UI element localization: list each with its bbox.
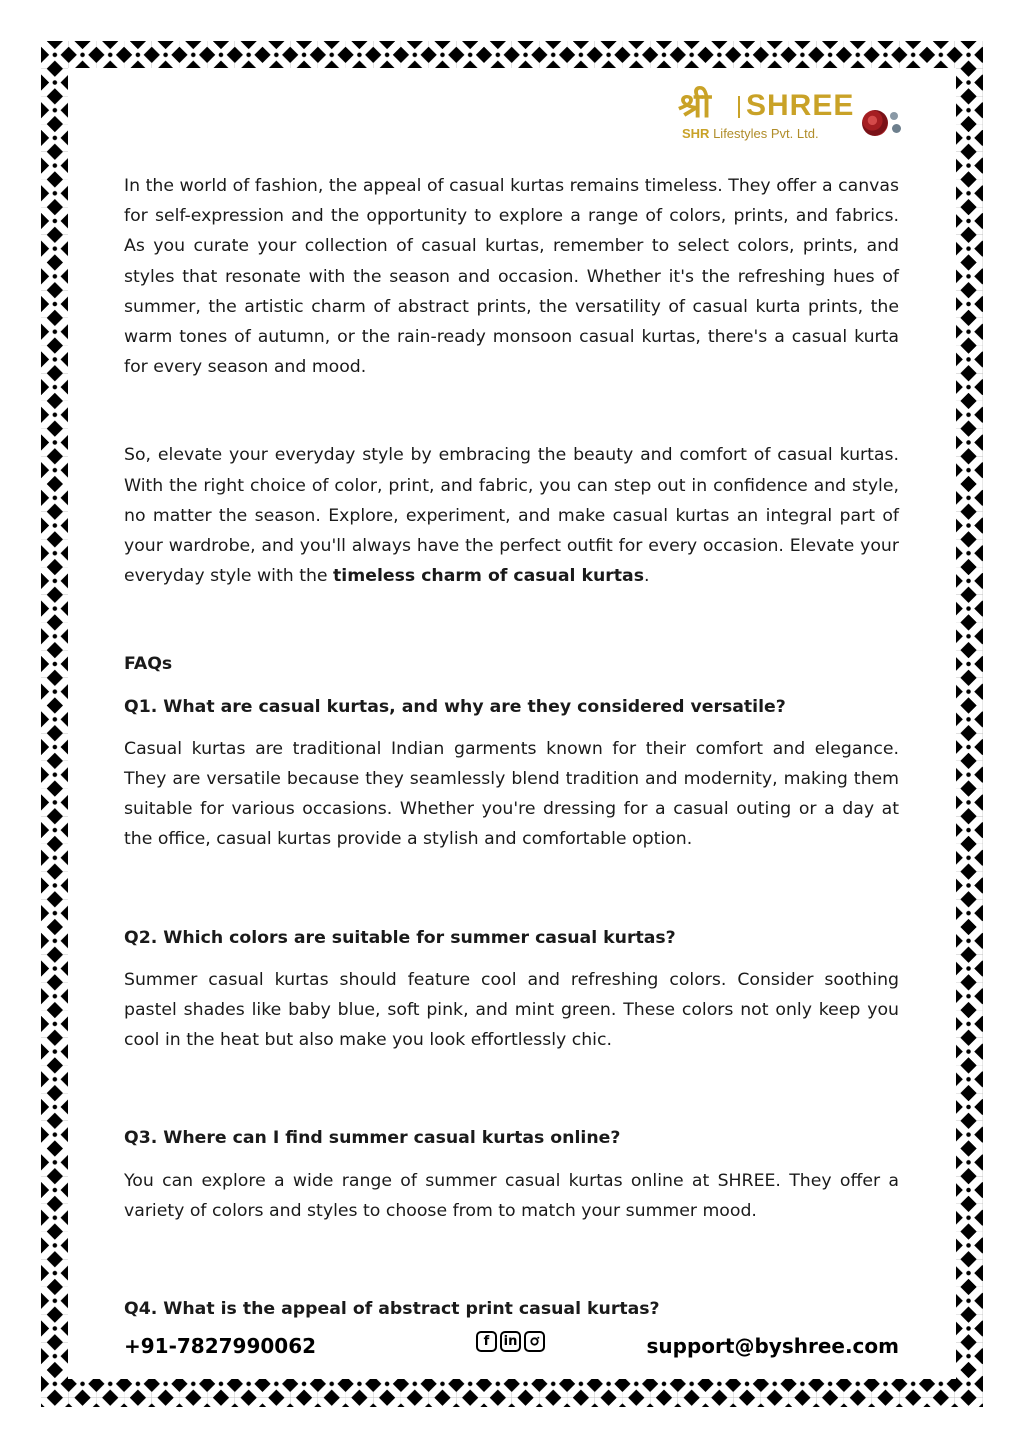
social-icons [476, 1331, 545, 1352]
logo-subtitle [682, 126, 819, 141]
instagram-icon[interactable] [524, 1331, 545, 1352]
logo-devanagari: श्री [678, 86, 711, 126]
faq-question: Q1. What are casual kurtas, and why are they considered versatile? [124, 696, 786, 717]
footer-phone[interactable]: +91-7827990062 [124, 1334, 317, 1358]
logo-divider [738, 96, 740, 118]
logo-subtitle-rest: Lifestyles Pvt. Ltd. [713, 126, 819, 141]
facebook-icon[interactable]: f [476, 1331, 497, 1352]
linkedin-icon[interactable]: in [500, 1331, 521, 1352]
logo-dot [890, 112, 898, 120]
spacer [124, 1226, 899, 1282]
closing-text: So, elevate your everyday style by embracing the beauty and comfort of casual kurtas. With the right choice of color, print, and fabric, you can step out in confidence and style, no matter the season. Explore, experiment, and make casual kurtas an integral part of your wardrobe, and you'll always have the perfect outfit for every occasion. Elevate your everyday style with the [124, 445, 899, 587]
logo-dot [892, 124, 901, 133]
faq-answer: Casual kurtas are traditional Indian garments known for their comfort and elegance. They are versatile because they seamlessly blend tradition and modernity, making them suitable for various occasions. Whether you're dressing for a casual outing or a day at the office, casual kurtas provide a stylish and comfortable option. [124, 738, 899, 850]
faq-question: Q4. What is the appeal of abstract print casual kurtas? [124, 1299, 660, 1320]
faq-question: Q2. Which colors are suitable for summer casual kurtas? [124, 927, 676, 948]
logo-wordmark: SHREE [746, 89, 855, 122]
main-content [124, 171, 899, 1336]
faq-heading: FAQs [124, 654, 173, 675]
faq-question: Q3. Where can I find summer casual kurtas online? [124, 1128, 621, 1149]
spacer [124, 855, 899, 911]
intro-paragraph: In the world of fashion, the appeal of casual kurtas remains timeless. They offer a canvas for self-expression and the opportunity to explore a range of colors, prints, and fabrics. As you curate your collection of casual kurtas, remember to select colors, prints, and styles that resonate with the season and occasion. Whether it's the refreshing hues of summer, the artistic charm of abstract prints, the versatility of casual kurta prints, the warm tones of autumn, or the rain-ready monsoon casual kurtas, there's a casual kurta for every season and mood. [124, 176, 899, 378]
footer-email[interactable]: support@byshree.com [646, 1334, 899, 1358]
faq-answer: You can explore a wide range of summer casual kurtas online at SHREE. They offer a variety of colors and styles to choose from to match your summer mood. [124, 1170, 899, 1221]
faq-answer: Summer casual kurtas should feature cool and refreshing colors. Consider soothing pastel shades like baby blue, soft pink, and mint green. These colors not only keep you cool in the heat but also make you look effortlessly chic. [124, 969, 899, 1051]
shree-logo [678, 86, 918, 150]
closing-end: . [643, 566, 650, 587]
spacer [124, 1055, 899, 1111]
instagram-glyph [528, 1335, 541, 1348]
closing-paragraph [124, 440, 899, 591]
logo-subtitle-bold: SHR [682, 126, 710, 141]
rose-icon [862, 110, 888, 136]
closing-bold-link: timeless charm of casual kurtas [333, 566, 644, 587]
